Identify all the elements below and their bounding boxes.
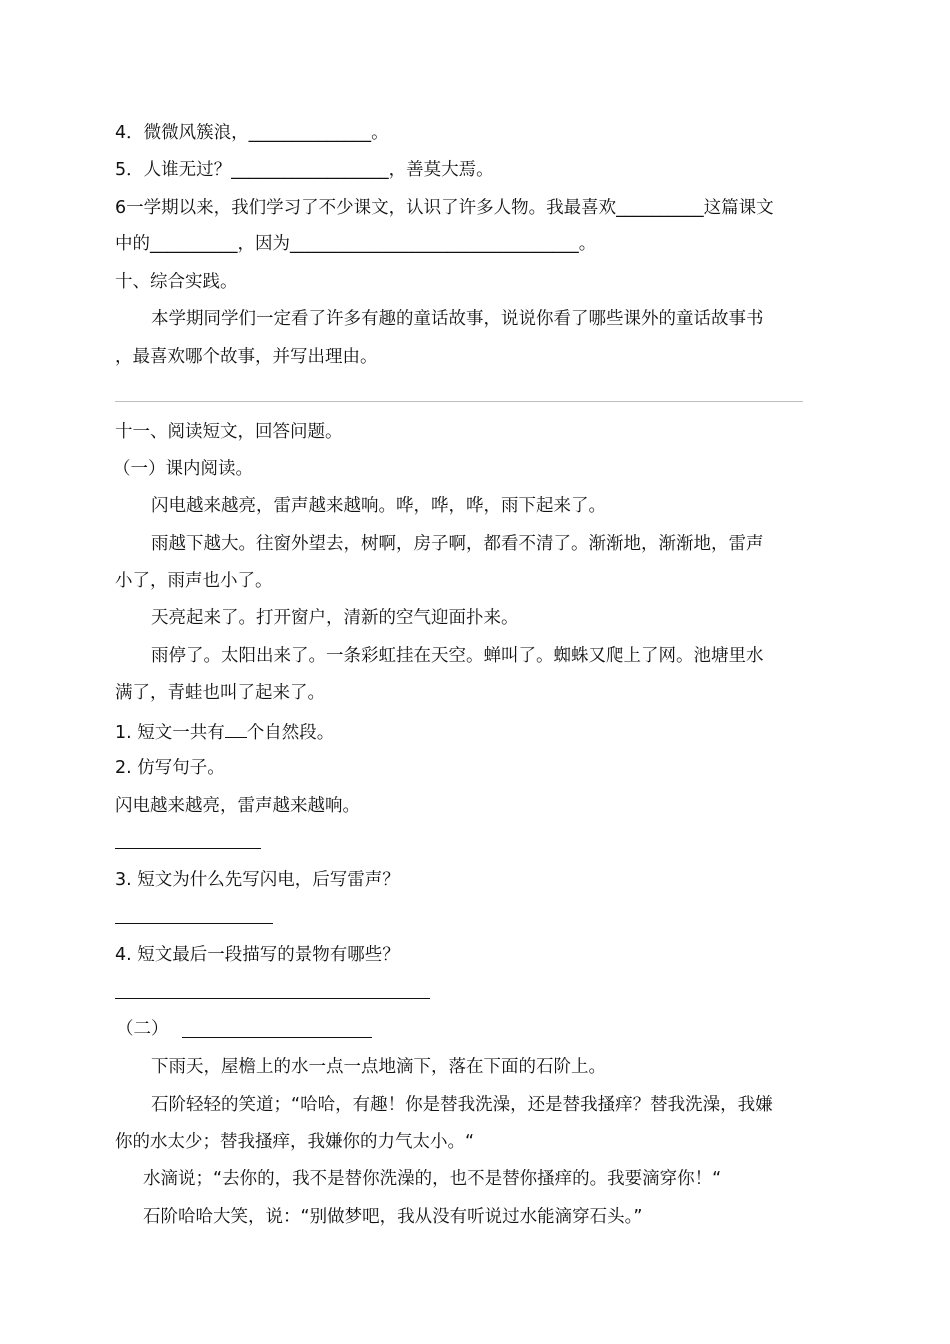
title-blank-subsection-2[interactable]	[182, 1037, 372, 1038]
passage1-para2-line1: 雨越下越大。往窗外望去，树啊，房子啊，都看不清了。渐渐地，渐渐地，雷声	[151, 534, 764, 554]
answer-line-question-3[interactable]	[115, 923, 273, 924]
passage2-para3: 水滴说；“去你的，我不是替你洗澡的，也不是替你搔痒的。我要滴穿你！“	[143, 1169, 722, 1189]
section-10-prompt-line2: ，最喜欢哪个故事，并写出理由。	[115, 347, 378, 367]
question-1-blank[interactable]	[225, 719, 247, 738]
passage1-para1: 闪电越来越亮，雷声越来越响。哗，哗，哗，雨下起来了。	[151, 496, 606, 516]
question-4: 4. 短文最后一段描写的景物有哪些？	[115, 945, 400, 965]
section-10-heading: 十、综合实践。	[115, 272, 238, 292]
answer-line-question-4[interactable]	[115, 998, 430, 999]
passage1-para4-line1: 雨停了。太阳出来了。一条彩虹挂在天空。蝉叫了。蜘蛛又爬上了网。池塘里水	[151, 646, 764, 666]
passage1-para4-line2: 满了，青蛙也叫了起来了。	[115, 683, 325, 703]
question-1	[115, 719, 334, 743]
question-2: 2. 仿写句子。	[115, 758, 225, 778]
passage1-para3: 天亮起来了。打开窗户，清新的空气迎面扑来。	[151, 608, 519, 628]
section-11-heading: 十一、阅读短文，回答问题。	[115, 422, 343, 442]
item-4: 4．微微风簇浪，______________。	[115, 123, 389, 143]
subsection-2-title: （二）	[116, 1019, 169, 1039]
passage1-para2-line2: 小了，雨声也小了。	[115, 571, 273, 591]
passage2-para1: 下雨天，屋檐上的水一点一点地滴下，落在下面的石阶上。	[151, 1057, 606, 1077]
answer-line-section-10[interactable]	[115, 401, 803, 402]
question-1-text-a: 1. 短文一共有	[115, 723, 225, 743]
item-5: 5．人谁无过？__________________，善莫大焉。	[115, 160, 494, 180]
item-6-line1: 6一学期以来，我们学习了不少课文，认识了许多人物。我最喜欢__________这篇课文	[115, 198, 774, 218]
section-10-prompt-line1: 本学期同学们一定看了许多有趣的童话故事，说说你看了哪些课外的童话故事书	[151, 309, 764, 329]
question-2-sentence: 闪电越来越亮，雷声越来越响。	[115, 796, 360, 816]
passage2-para4: 石阶哈哈大笑，说：“别做梦吧，我从没有听说过水能滴穿石头。”	[143, 1207, 643, 1227]
question-1-text-b: 个自然段。	[246, 723, 335, 743]
subsection-1-title: （一）课内阅读。	[113, 459, 253, 479]
passage2-para2-line2: 你的水太少；替我搔痒，我嫌你的力气太小。“	[115, 1132, 475, 1152]
question-3: 3. 短文为什么先写闪电，后写雷声？	[115, 870, 400, 890]
passage2-para2-line1: 石阶轻轻的笑道；“哈哈，有趣！你是替我洗澡，还是替我搔痒？替我洗澡，我嫌	[151, 1095, 773, 1115]
answer-line-question-2[interactable]	[115, 848, 261, 849]
item-6-line2: 中的__________，因为_________________________________。	[115, 234, 597, 254]
